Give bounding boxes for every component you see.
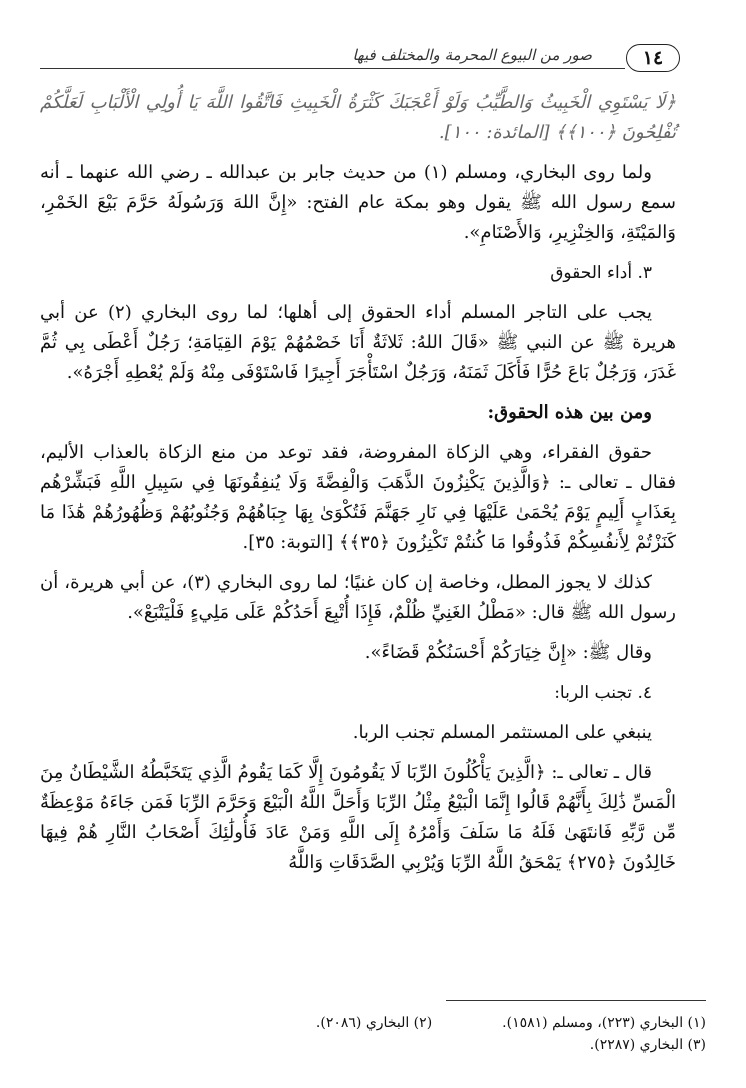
section-heading: ٣. أداء الحقوق (550, 263, 652, 283)
paragraph: ينبغي على المستثمر المسلم تجنب الربا. (352, 722, 652, 743)
footnote-row (66, 1012, 706, 1034)
header-rule (40, 68, 625, 69)
main-text (40, 88, 676, 888)
section-heading: ٤. تجنب الربا: (554, 683, 652, 703)
running-title: صور من البيوع المحرمة والمختلف فيها (352, 46, 592, 64)
footnote-1: (١) البخاري (٢٢٣)، ومسلم (١٥٨١). (502, 1015, 706, 1031)
paragraph: وقال ﷺ: «إِنَّ خِيَارَكُمْ أَحْسَنُكُمْ قَضَاءً». (364, 642, 652, 663)
sub-heading: ومن بين هذه الحقوق: (487, 402, 652, 423)
paragraph: كذلك لا يجوز المطل، وخاصة إن كان غنيًا؛ لما روى البخاري (٣)، عن أبي هريرة، أن رسول الله ﷺ قال: «مَطْلُ الغَنِيِّ ظُلْمٌ، فَإِذَا أُتْبِعَ أَحَدُكُمْ عَلَى مَلِيءٍ فَلْيَتْبَعْ». (40, 572, 676, 623)
page-header (40, 42, 680, 76)
page-number: ١٤ (626, 44, 680, 72)
paragraph: ولما روى البخاري، ومسلم (١) من حديث جابر بن عبدالله ـ رضي الله عنهما ـ أنه سمع رسول الله ﷺ يقول وهو بمكة عام الفتح: «إِنَّ اللهَ وَرَسُولَهُ حَرَّمَ بَيْعَ الخَمْرِ، وَالمَيْتَةِ، وَالخِنْزِيرِ، وَالأَصْنَامِ». (40, 162, 676, 243)
paragraph: يجب على التاجر المسلم أداء الحقوق إلى أهلها؛ لما روى البخاري (٢) عن أبي هريرة ﷺ عن النبي ﷺ «قَالَ اللهُ: ثَلاثَةٌ أَنَا خَصْمُهُمْ يَوْمَ القِيَامَةِ؛ رَجُلٌ أَعْطَى بِي ثُمَّ غَدَرَ، وَرَجُلٌ بَاعَ حُرًّا فَأَكَلَ ثَمَنَهُ، وَرَجُلٌ اسْتَأْجَرَ أَجِيرًا فَاسْتَوْفَى مِنْهُ وَلَمْ يُعْطِهِ أَجْرَهُ». (40, 302, 676, 383)
footnote-3: (٣) البخاري (٢٢٨٧). (589, 1037, 706, 1053)
footnote-divider (446, 1000, 706, 1001)
paragraph: حقوق الفقراء، وهي الزكاة المفروضة، فقد توعد من منع الزكاة بالعذاب الأليم، فقال ـ تعالى ـ: ﴿وَالَّذِينَ يَكْنِزُونَ الذَّهَبَ وَالْفِضَّةَ وَلَا يُنفِقُونَهَا فِي سَبِيلِ اللَّهِ فَبَشِّرْهُم بِعَذَابٍ أَلِيمٍ يَوْمَ يُحْمَىٰ عَلَيْهَا فِي نَارِ جَهَنَّمَ فَتُكْوَىٰ بِهَا جِبَاهُهُمْ وَجُنُوبُهُمْ وَظُهُورُهُمْ هَٰذَا مَا كَنَزْتُمْ لِأَنفُسِكُمْ فَذُوقُوا مَا كُنتُمْ تَكْنِزُونَ ﴿٣٥﴾﴾ [التوبة: ٣٥]. (40, 442, 676, 553)
footnote-2: (٢) البخاري (٢٠٨٦). (315, 1015, 433, 1031)
footnotes (66, 1012, 706, 1056)
paragraph: قال ـ تعالى ـ: ﴿الَّذِينَ يَأْكُلُونَ الرِّبَا لَا يَقُومُونَ إِلَّا كَمَا يَقُومُ الَّذِي يَتَخَبَّطُهُ الشَّيْطَانُ مِنَ الْمَسِّ ذَٰلِكَ بِأَنَّهُمْ قَالُوا إِنَّمَا الْبَيْعُ مِثْلُ الرِّبَا وَأَحَلَّ اللَّهُ الْبَيْعَ وَحَرَّمَ الرِّبَا فَمَن جَاءَهُ مَوْعِظَةٌ مِّن رَّبِّهِ فَانتَهَىٰ فَلَهُ مَا سَلَفَ وَأَمْرُهُ إِلَى اللَّهِ وَمَنْ عَادَ فَأُولَٰئِكَ أَصْحَابُ النَّارِ هُمْ فِيهَا خَالِدُونَ ﴿٢٧٥﴾ يَمْحَقُ اللَّهُ الرِّبَا وَيُرْبِي الصَّدَقَاتِ وَاللَّهُ (40, 762, 676, 873)
quran-verse: ﴿لَا يَسْتَوِي الْخَبِيثُ وَالطَّيِّبُ وَلَوْ أَعْجَبَكَ كَثْرَةُ الْخَبِيثِ فَاتَّقُوا اللَّهَ يَا أُولِي الْأَلْبَابِ لَعَلَّكُمْ تُفْلِحُونَ ﴿١٠٠﴾﴾ [المائدة: ١٠٠]. (40, 92, 676, 143)
